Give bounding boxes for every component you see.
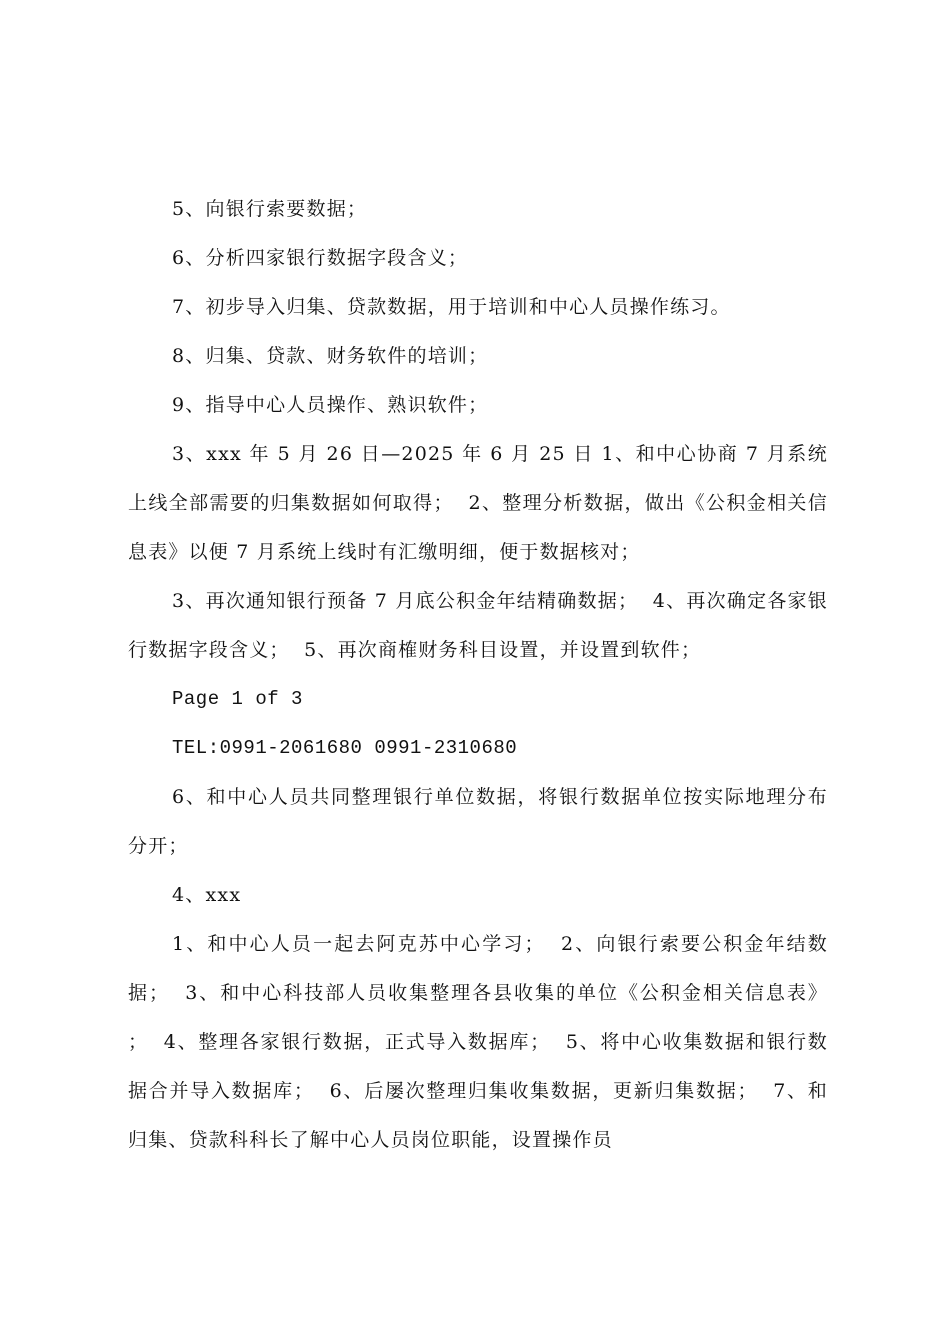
paragraph-section-4: 1、和中心人员一起去阿克苏中心学习； 2、向银行索要公积金年结数据； 3、和中心科技部人员收集整理各县收集的单位《公积金相关信息表》 ； 4、整理各家银行数据，正式导入数据库； 5、将中心收集数据和银行数据合并导入数据库； 6、后屡次整理归集收集数据，更新归集数据； 7、和归集、贷款科科长了解中心人员岗位职能，设置操作员 <box>128 933 836 1151</box>
paragraph-item-8: 8、归集、贷款、财务软件的培训； <box>172 345 489 367</box>
paragraph-item-6: 6、分析四家银行数据字段含义； <box>172 247 469 269</box>
paragraph-section-3-continued: 3、再次通知银行预备 7 月底公积金年结精确数据； 4、再次确定各家银行数据字段含义； 5、再次商榷财务科目设置，并设置到软件； <box>128 590 828 661</box>
document-body <box>128 185 836 1165</box>
paragraph-item-7: 7、初步导入归集、贷款数据，用于培训和中心人员操作练习。 <box>172 296 731 318</box>
paragraph-section-3: 3、xxx 年 5 月 26 日—2025 年 6 月 25 日 1、和中心协商 7 月系统上线全部需要的归集数据如何取得； 2、整理分析数据，做出《公积金相关信息表》以便 7 月系统上线时有汇缴明细，便于数据核对； <box>128 443 828 563</box>
section-heading-4: 4、xxx <box>172 884 242 906</box>
paragraph-item-9: 9、指导中心人员操作、熟识软件； <box>172 394 489 416</box>
telephone-line: TEL:0991-2061680 0991-2310680 <box>172 737 518 759</box>
paragraph-item-5: 5、向银行索要数据； <box>172 198 368 220</box>
page-number: Page 1 of 3 <box>172 688 303 710</box>
paragraph-item-6-organize: 6、和中心人员共同整理银行单位数据，将银行数据单位按实际地理分布分开； <box>128 786 828 857</box>
